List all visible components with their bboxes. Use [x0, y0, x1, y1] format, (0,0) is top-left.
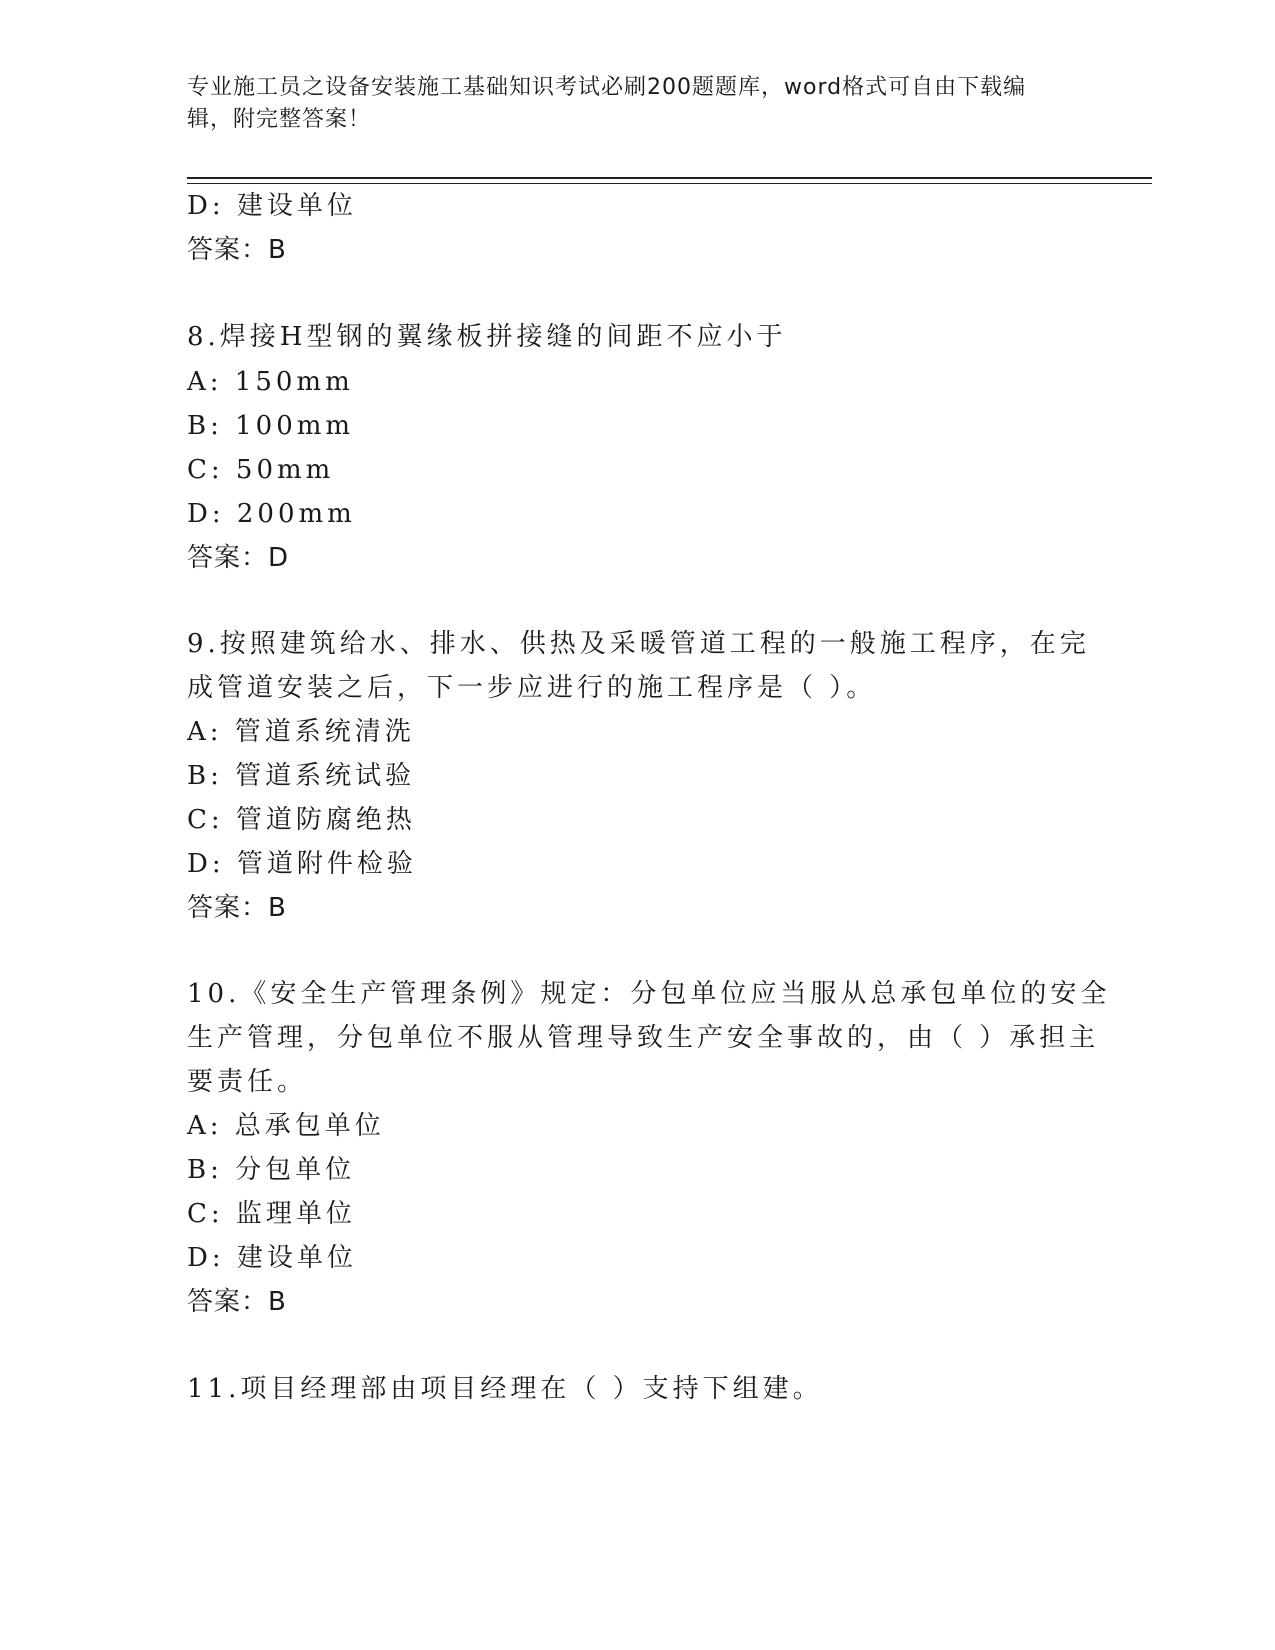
- q8-option-c: C: 50mm: [187, 455, 335, 485]
- q8-option-a: A: 150mm: [187, 367, 354, 397]
- prev-option-d: D: 建设单位: [187, 191, 357, 221]
- q10-option-d: D: 建设单位: [187, 1243, 357, 1273]
- q9-option-c: C: 管道防腐绝热: [187, 805, 416, 835]
- q8-answer: 答案：D: [187, 543, 290, 573]
- header-divider-top: [187, 177, 1152, 179]
- q9-answer: 答案：B: [187, 893, 287, 923]
- q10-option-a: A: 总承包单位: [187, 1111, 385, 1141]
- q10-stem-line1: 10.《安全生产管理条例》规定：分包单位应当服从总承包单位的安全: [187, 979, 1111, 1009]
- q10-option-b: B: 分包单位: [187, 1155, 356, 1185]
- q8-stem: 8.焊接H型钢的翼缘板拼接缝的间距不应小于: [187, 322, 787, 352]
- q9-option-d: D: 管道附件检验: [187, 849, 417, 879]
- header-divider-bottom: [187, 183, 1152, 184]
- q10-stem-line3: 要责任。: [187, 1067, 308, 1097]
- q9-option-b: B: 管道系统试验: [187, 761, 416, 791]
- prev-answer: 答案：B: [187, 235, 287, 265]
- q9-stem-line1: 9.按照建筑给水、排水、供热及采暖管道工程的一般施工程序，在完: [187, 629, 1090, 659]
- q10-stem-line2: 生产管理，分包单位不服从管理导致生产安全事故的，由（ ）承担主: [187, 1023, 1100, 1053]
- q10-option-c: C: 监理单位: [187, 1199, 356, 1229]
- q10-answer: 答案：B: [187, 1287, 287, 1317]
- q8-option-d: D: 200mm: [187, 499, 356, 529]
- q8-option-b: B: 100mm: [187, 411, 355, 441]
- q11-stem: 11.项目经理部由项目经理在（ ）支持下组建。: [187, 1374, 823, 1404]
- document-header: 专业施工员之设备安装施工基础知识考试必刷200题题库，word格式可自由下载编辑，附完整答案！: [187, 75, 1027, 132]
- q9-option-a: A: 管道系统清洗: [187, 717, 415, 747]
- q9-stem-line2: 成管道安装之后，下一步应进行的施工程序是（ ）。: [187, 673, 877, 703]
